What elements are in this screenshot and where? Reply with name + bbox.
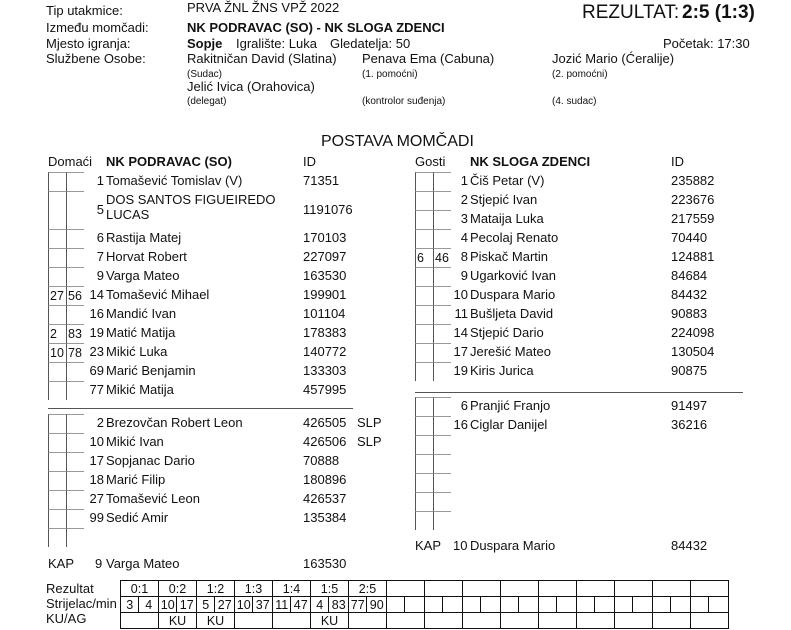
card-minute-box[interactable] <box>415 511 433 530</box>
player-id: 101104 <box>303 306 346 321</box>
sub-minute-box[interactable] <box>433 305 451 324</box>
goal-scorer-cell <box>463 597 481 613</box>
home-captain-label: KAP <box>48 556 75 571</box>
player-row <box>0 362 791 381</box>
goals-row-label-result: Rezultat <box>46 581 94 596</box>
shirt-number: 6 <box>460 398 468 413</box>
goal-minute-cell: 47 <box>291 597 311 613</box>
goals-row-label-scorer: Strijelac/min <box>46 596 117 611</box>
home-team-name: NK PODRAVAC (SO) <box>106 154 232 169</box>
card-minute-box[interactable]: 10 <box>48 343 66 362</box>
player-name: Pranjić Franjo <box>470 398 551 413</box>
sub-minute-box[interactable] <box>433 172 451 191</box>
result-value: 2:5 (1:3) <box>682 2 755 23</box>
player-id: 235882 <box>671 173 715 188</box>
card-minute-box[interactable]: 27 <box>48 286 66 305</box>
player-name: Stjepić Ivan <box>470 192 538 207</box>
player-id: 163530 <box>303 268 347 283</box>
match-type-label: Tip utakmice: <box>46 3 123 18</box>
goal-score-cell: 1:4 <box>273 581 311 597</box>
shirt-number: 3 <box>460 211 468 226</box>
player-name: Marić Filip <box>106 472 166 487</box>
player-row <box>0 454 791 473</box>
home-captain-number: 9 <box>95 556 103 571</box>
player-id: 227097 <box>303 249 347 264</box>
official-name: Rakitničan David (Slatina) <box>187 51 337 66</box>
goal-type-cell: KU <box>311 613 349 629</box>
goal-minute-cell <box>671 597 691 613</box>
goal-type-cell <box>273 613 311 629</box>
shirt-number: 27 <box>89 491 104 506</box>
shirt-number: 77 <box>89 382 104 397</box>
sub-minute-box[interactable]: 46 <box>433 248 451 267</box>
official-role: (4. sudac) <box>552 96 597 107</box>
goal-score-cell <box>387 581 425 597</box>
player-id: 426506 <box>303 434 347 449</box>
official-role: (Sudac) <box>187 69 223 80</box>
sub-minute-box[interactable] <box>433 286 451 305</box>
official-role: (delegat) <box>187 96 227 107</box>
shirt-number: 18 <box>89 472 104 487</box>
player-row <box>0 324 791 343</box>
teams-label: Između momčadi: <box>46 20 149 35</box>
goal-type-cell <box>425 613 463 629</box>
goal-type-cell: KU <box>159 613 197 629</box>
player-name: Stjepić Dario <box>470 325 544 340</box>
player-name: Mataija Luka <box>470 211 544 226</box>
goal-scorer-cell <box>615 597 633 613</box>
home-divider <box>48 408 353 409</box>
spectators: Gledatelja: 50 <box>330 36 411 51</box>
goal-minute-cell: 27 <box>215 597 235 613</box>
sub-minute-box[interactable] <box>433 229 451 248</box>
goal-scorer-cell <box>425 597 443 613</box>
shirt-number: 16 <box>453 417 468 432</box>
card-minute-box[interactable] <box>415 305 433 324</box>
card-minute-box[interactable] <box>415 172 433 191</box>
player-id: 135384 <box>303 510 347 525</box>
player-id: 91497 <box>671 398 708 413</box>
card-minute-box[interactable] <box>415 435 433 454</box>
goal-score-cell <box>577 581 615 597</box>
away-divider <box>415 392 743 393</box>
card-minute-box[interactable] <box>415 473 433 492</box>
sub-minute-box[interactable] <box>433 492 451 511</box>
shirt-number: 19 <box>453 363 468 378</box>
goal-scorer-cell <box>691 597 709 613</box>
player-id: 36216 <box>671 417 708 432</box>
goal-type-cell <box>349 613 387 629</box>
player-row <box>0 435 791 454</box>
goal-scorer-cell: 77 <box>349 597 367 613</box>
player-id: 90875 <box>671 363 708 378</box>
result-label: REZULTAT: <box>582 2 680 23</box>
player-id: 1191076 <box>303 202 353 217</box>
goal-score-cell <box>691 581 729 597</box>
goal-minute-cell <box>633 597 653 613</box>
shirt-number: 1 <box>96 173 104 188</box>
card-minute-box[interactable] <box>415 210 433 229</box>
player-name: Čiš Petar (V) <box>470 173 545 188</box>
player-id: 90883 <box>671 306 708 321</box>
official-role: (1. pomoćni) <box>362 69 418 80</box>
sub-minute-box[interactable]: 78 <box>66 343 84 362</box>
player-row <box>0 191 791 210</box>
shirt-number: 10 <box>89 434 104 449</box>
shirt-number: 9 <box>96 268 104 283</box>
shirt-number: 19 <box>89 325 104 340</box>
shirt-number: 23 <box>89 344 104 359</box>
shirt-number: 1 <box>460 173 468 188</box>
goal-type-cell <box>387 613 425 629</box>
away-captain-label: KAP <box>415 538 442 553</box>
sub-minute-box[interactable] <box>433 511 451 530</box>
player-row <box>0 416 791 435</box>
venue-label: Mjesto igranja: <box>46 36 131 51</box>
player-note: SLP <box>357 415 382 430</box>
goal-scorer-cell <box>501 597 519 613</box>
player-id: 199901 <box>303 287 347 302</box>
goal-score-cell <box>463 581 501 597</box>
player-row <box>0 229 791 248</box>
away-team-name: NK SLOGA ZDENCI <box>470 154 591 169</box>
player-id: 130504 <box>671 344 715 359</box>
card-minute-box[interactable] <box>48 528 66 547</box>
away-id-header: ID <box>671 154 684 169</box>
player-name: Tomašević Tomislav (V) <box>106 173 243 188</box>
goal-score-cell: 1:2 <box>197 581 235 597</box>
shirt-number: 11 <box>454 306 468 321</box>
player-note: SLP <box>357 434 382 449</box>
player-name: Rastija Matej <box>106 230 182 245</box>
official-name: Jozić Mario (Ćeralije) <box>552 51 675 66</box>
player-name: Ugarković Ivan <box>470 268 556 283</box>
goal-minute-cell <box>405 597 425 613</box>
card-minute-box[interactable] <box>415 191 433 210</box>
player-name: Tomašević Mihael <box>106 287 210 302</box>
goal-minute-cell <box>595 597 615 613</box>
goal-type-cell <box>501 613 539 629</box>
player-name: Bušljeta David <box>470 306 554 321</box>
player-id: 124881 <box>671 249 715 264</box>
goal-type-cell <box>463 613 501 629</box>
goal-minute-cell: 37 <box>253 597 273 613</box>
official-name: Penava Ema (Cabuna) <box>362 51 495 66</box>
goal-type-cell <box>691 613 729 629</box>
venue: Sopje <box>187 36 223 51</box>
sub-minute-box[interactable] <box>433 362 451 381</box>
player-name: Kiris Jurica <box>470 363 534 378</box>
home-id-header: ID <box>303 154 316 169</box>
goal-type-cell <box>577 613 615 629</box>
goals-row-label-type: KU/AG <box>46 611 87 626</box>
player-id: 426505 <box>303 415 347 430</box>
shirt-number: 2 <box>460 192 468 207</box>
goal-scorer-cell: 5 <box>197 597 215 613</box>
shirt-number: 17 <box>453 344 468 359</box>
shirt-number: 17 <box>89 453 104 468</box>
goal-minute-cell <box>481 597 501 613</box>
start-time: Početak: 17:30 <box>663 36 750 51</box>
shirt-number: 14 <box>89 287 104 302</box>
goal-type-cell <box>653 613 691 629</box>
shirt-number: 5 <box>96 202 104 217</box>
goal-score-cell: 0:2 <box>159 581 197 597</box>
player-id: 217559 <box>671 211 715 226</box>
player-id: 133303 <box>303 363 347 378</box>
player-row <box>0 473 791 492</box>
goal-score-cell <box>653 581 691 597</box>
sub-minute-box[interactable] <box>433 416 451 435</box>
goal-scorer-cell: 3 <box>121 597 139 613</box>
goal-scorer-cell: 11 <box>273 597 291 613</box>
player-name-line2: LUCAS <box>106 207 150 222</box>
player-row <box>0 172 791 191</box>
away-captain-name: Duspara Mario <box>470 538 556 553</box>
player-id: 426537 <box>303 491 347 506</box>
shirt-number: 6 <box>96 230 104 245</box>
shirt-number: 10 <box>453 287 468 302</box>
player-name: Sedić Amir <box>106 510 169 525</box>
player-name: Varga Mateo <box>106 268 180 283</box>
card-minute-box[interactable] <box>415 324 433 343</box>
sub-minute-box[interactable] <box>433 267 451 286</box>
player-name: Mandić Ivan <box>106 306 177 321</box>
player-name: Mikić Ivan <box>106 434 164 449</box>
goal-minute-cell: 4 <box>139 597 159 613</box>
home-side-label: Domaći <box>48 154 93 169</box>
goal-type-cell <box>235 613 273 629</box>
goal-scorer-cell: 10 <box>159 597 177 613</box>
goal-scorer-cell <box>387 597 405 613</box>
shirt-number: 2 <box>96 415 104 430</box>
pitch: Igralište: Luka <box>236 36 317 51</box>
player-name: Brezovčan Robert Leon <box>106 415 243 430</box>
card-minute-box[interactable] <box>415 492 433 511</box>
player-id: 223676 <box>671 192 715 207</box>
player-id: 178383 <box>303 325 347 340</box>
player-row <box>0 492 791 511</box>
player-name: Ciglar Danijel <box>470 417 548 432</box>
sub-minute-box[interactable] <box>433 324 451 343</box>
player-name: Mikić Luka <box>106 344 168 359</box>
card-minute-box[interactable] <box>415 397 433 416</box>
goal-minute-cell <box>557 597 577 613</box>
lineup-title: POSTAVA MOMČADI <box>321 133 474 150</box>
player-id: 224098 <box>671 325 715 340</box>
player-id: 70440 <box>671 230 708 245</box>
player-name: Horvat Robert <box>106 249 187 264</box>
shirt-number: 7 <box>96 249 104 264</box>
goal-scorer-cell: 4 <box>311 597 329 613</box>
shirt-number: 99 <box>89 510 104 525</box>
goal-type-cell <box>121 613 159 629</box>
player-id: 457995 <box>303 382 347 397</box>
card-minute-box[interactable] <box>415 343 433 362</box>
away-captain-id: 84432 <box>671 538 708 553</box>
player-id: 71351 <box>303 173 340 188</box>
goal-minute-cell <box>709 597 729 613</box>
player-row <box>0 305 791 324</box>
goal-score-cell: 0:1 <box>121 581 159 597</box>
card-minute-box[interactable] <box>415 229 433 248</box>
player-name: Mikić Matija <box>106 382 174 397</box>
card-minute-box[interactable] <box>415 286 433 305</box>
away-captain-number: 10 <box>453 538 468 553</box>
card-minute-box[interactable]: 2 <box>48 324 66 343</box>
player-id: 84684 <box>671 268 708 283</box>
goal-type-cell: KU <box>197 613 235 629</box>
player-name: Sopjanac Dario <box>106 453 195 468</box>
goal-scorer-cell <box>653 597 671 613</box>
home-captain-id: 163530 <box>303 556 347 571</box>
goal-minute-cell: 83 <box>329 597 349 613</box>
card-minute-box[interactable] <box>415 454 433 473</box>
goal-score-cell <box>501 581 539 597</box>
sub-minute-box[interactable] <box>433 397 451 416</box>
goal-score-cell: 1:5 <box>311 581 349 597</box>
player-name: Duspara Mario <box>470 287 556 302</box>
goal-minute-cell <box>519 597 539 613</box>
sub-minute-box[interactable] <box>433 454 451 473</box>
player-row <box>0 267 791 286</box>
goals-table <box>120 580 729 629</box>
goal-type-cell <box>615 613 653 629</box>
sub-minute-box[interactable]: 83 <box>66 324 84 343</box>
sub-minute-box[interactable]: 56 <box>66 286 84 305</box>
player-name: Marić Benjamin <box>106 363 196 378</box>
card-minute-box[interactable]: 6 <box>415 248 433 267</box>
player-row <box>0 286 791 305</box>
goal-type-cell <box>539 613 577 629</box>
goal-score-cell: 2:5 <box>349 581 387 597</box>
player-id: 140772 <box>303 344 347 359</box>
card-minute-box[interactable] <box>415 416 433 435</box>
player-name: Jerešić Mateo <box>470 344 551 359</box>
player-row <box>0 248 791 267</box>
player-name: DOS SANTOS FIGUEIREDO <box>106 192 276 207</box>
sub-minute-box[interactable] <box>433 473 451 492</box>
goal-minute-cell <box>443 597 463 613</box>
player-name: Tomašević Leon <box>106 491 200 506</box>
match-type: PRVA ŽNL ŽNS VPŽ 2022 <box>187 0 340 15</box>
official-role: (kontrolor suđenja) <box>362 96 446 107</box>
shirt-number: 16 <box>89 306 104 321</box>
sub-minute-box[interactable] <box>66 528 84 547</box>
official-name: Jelić Ivica (Orahovica) <box>187 79 315 94</box>
card-minute-box[interactable] <box>415 362 433 381</box>
goal-scorer-cell <box>539 597 557 613</box>
player-name: Pecolaj Renato <box>470 230 559 245</box>
goal-score-cell <box>539 581 577 597</box>
goal-minute-cell: 90 <box>367 597 387 613</box>
shirt-number: 8 <box>460 249 468 264</box>
player-id: 84432 <box>671 287 708 302</box>
home-captain-name: Varga Mateo <box>106 556 180 571</box>
sub-minute-box[interactable] <box>433 435 451 454</box>
player-row <box>0 343 791 362</box>
goal-scorer-cell: 10 <box>235 597 253 613</box>
goal-score-cell <box>425 581 463 597</box>
officials-label: Službene Osobe: <box>46 51 146 66</box>
player-row <box>0 511 791 530</box>
player-name: Matić Matija <box>106 325 176 340</box>
shirt-number: 69 <box>89 363 104 378</box>
goal-score-cell: 1:3 <box>235 581 273 597</box>
teams: NK PODRAVAC (SO) - NK SLOGA ZDENCI <box>187 20 445 35</box>
shirt-number: 9 <box>460 268 468 283</box>
sub-minute-box[interactable] <box>433 343 451 362</box>
player-name: Piskač Martin <box>470 249 549 264</box>
away-side-label: Gosti <box>415 154 446 169</box>
player-id: 70888 <box>303 453 340 468</box>
goal-score-cell <box>615 581 653 597</box>
shirt-number: 14 <box>453 325 468 340</box>
sub-minute-box[interactable] <box>433 210 451 229</box>
player-id: 180896 <box>303 472 347 487</box>
official-role: (2. pomoćni) <box>552 69 608 80</box>
player-id: 170103 <box>303 230 347 245</box>
sub-minute-box[interactable] <box>433 191 451 210</box>
goal-scorer-cell <box>577 597 595 613</box>
shirt-number: 4 <box>460 230 468 245</box>
player-row <box>0 397 791 416</box>
goal-minute-cell: 17 <box>177 597 197 613</box>
card-minute-box[interactable] <box>415 267 433 286</box>
